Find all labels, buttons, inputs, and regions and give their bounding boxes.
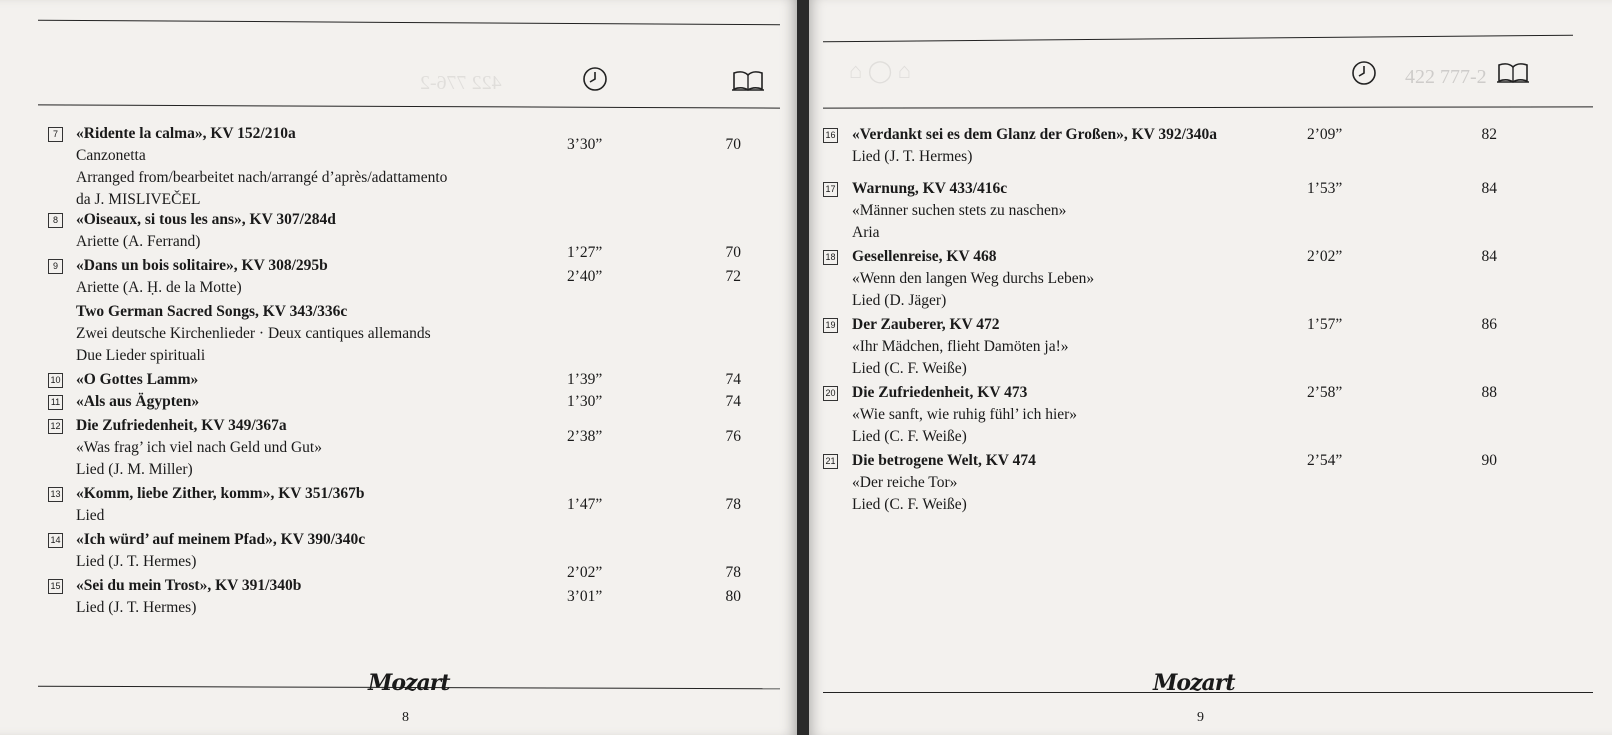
track-title: «Oiseaux, si tous les ans», KV 307/284d — [76, 211, 336, 228]
book-icon — [1497, 62, 1529, 84]
catalog-number: 422 777-2 — [1405, 66, 1487, 88]
track-description — [852, 124, 1217, 168]
track-page: 72 — [725, 268, 741, 285]
top-rule — [823, 35, 1573, 43]
track-subtitle: Lied (D. Jäger) — [852, 292, 947, 309]
track-title: Die betrogene Welt, KV 474 — [852, 452, 1036, 469]
track-number: 10 — [48, 373, 63, 388]
clock-icon — [1351, 60, 1377, 86]
track-duration: 1’57” — [1307, 316, 1343, 333]
top-rule — [38, 20, 780, 26]
right-page — [809, 0, 1612, 735]
track-duration: 3’01” — [567, 588, 603, 605]
left-page — [0, 0, 797, 735]
track-title: Die Zufriedenheit, KV 473 — [852, 384, 1028, 401]
track-description — [76, 123, 447, 211]
track-subtitle: «Ihr Mädchen, flieht Damöten ja!» — [852, 338, 1069, 355]
track-description — [76, 483, 364, 527]
track-subtitle: «Männer suchen stets zu naschen» — [852, 202, 1067, 219]
track-number: 15 — [48, 579, 63, 594]
track-duration: 2’38” — [567, 428, 603, 445]
track-title: «Dans un bois solitaire», KV 308/295b — [76, 257, 328, 274]
track-subtitle: Lied (J. M. Miller) — [76, 461, 193, 478]
page-number: 8 — [402, 710, 409, 725]
track-number: 19 — [823, 318, 838, 333]
track-subtitle: Arranged from/bearbeitet nach/arrangé d’après/adattamento — [76, 169, 448, 186]
track-description — [76, 255, 328, 299]
track-page: 78 — [725, 564, 741, 581]
track-description — [852, 178, 1066, 244]
track-description — [852, 246, 1094, 312]
track-number: 20 — [823, 386, 838, 401]
track-page: 74 — [725, 393, 741, 410]
track-description — [76, 209, 336, 253]
track-subtitle: Ariette (A. Ferrand) — [76, 233, 201, 250]
track-description — [852, 314, 1069, 380]
track-description — [852, 382, 1077, 448]
track-title: «O Gottes Lamm» — [76, 371, 199, 388]
track-number: 13 — [48, 487, 63, 502]
track-duration: 2’09” — [1307, 126, 1343, 143]
track-subtitle: «Was frag’ ich viel nach Geld und Gut» — [76, 439, 322, 456]
track-page: 82 — [1481, 126, 1497, 143]
track-subtitle: Canzonetta — [76, 147, 146, 164]
track-subtitle: Lied (J. T. Hermes) — [76, 553, 197, 570]
track-subtitle: Aria — [852, 224, 880, 241]
track-subtitle: Due Lieder spirituali — [76, 347, 206, 364]
track-subtitle: Lied (J. T. Hermes) — [76, 599, 197, 616]
header-rule — [38, 104, 780, 108]
track-title: «Verdankt sei es dem Glanz der Großen», KV 392/340a — [852, 126, 1217, 143]
track-subtitle: Lied — [76, 507, 105, 524]
track-number: 14 — [48, 533, 63, 548]
track-page: 70 — [725, 136, 741, 153]
track-description — [76, 391, 199, 413]
track-title: «Ich würd’ auf meinem Pfad», KV 390/340c — [76, 531, 366, 548]
book-icon — [732, 70, 764, 92]
track-duration: 1’30” — [567, 393, 603, 410]
track-page: 70 — [725, 244, 741, 261]
track-page: 84 — [1481, 180, 1497, 197]
track-page: 84 — [1481, 248, 1497, 265]
track-duration: 1’53” — [1307, 180, 1343, 197]
track-number: 7 — [48, 127, 63, 142]
track-title: «Komm, liebe Zither, komm», KV 351/367b — [76, 485, 365, 502]
mozart-signature: Mozart — [368, 670, 450, 696]
show-through-text: ⌂ ◯ ⌂ — [849, 58, 912, 83]
header-rule — [823, 106, 1593, 108]
mozart-signature: Mozart — [1153, 670, 1235, 696]
track-number: 16 — [823, 128, 838, 143]
track-duration: 1’27” — [567, 244, 603, 261]
track-number: 12 — [48, 419, 63, 434]
track-duration: 2’54” — [1307, 452, 1343, 469]
track-number: 11 — [48, 395, 63, 410]
track-subtitle: «Der reiche Tor» — [852, 474, 958, 491]
track-subtitle: da J. MISLIVEČEL — [76, 191, 201, 208]
track-description — [852, 450, 1036, 516]
track-description — [76, 529, 365, 573]
track-subtitle: Lied (J. T. Hermes) — [852, 148, 973, 165]
track-title: Gesellenreise, KV 468 — [852, 248, 997, 265]
track-duration: 2’02” — [1307, 248, 1343, 265]
track-title: Der Zauberer, KV 472 — [852, 316, 1000, 333]
track-title: Warnung, KV 433/416c — [852, 180, 1008, 197]
track-title: Die Zufriedenheit, KV 349/367a — [76, 417, 287, 434]
track-title: «Als aus Ägypten» — [76, 393, 200, 410]
book-spine — [797, 0, 809, 735]
track-page: 74 — [725, 371, 741, 388]
track-subtitle: Ariette (A. Ḥ. de la Motte) — [76, 279, 242, 296]
track-page: 76 — [725, 428, 741, 445]
track-subtitle: Zwei deutsche Kirchenlieder · Deux cantiques allemands — [76, 325, 431, 342]
track-page: 88 — [1481, 384, 1497, 401]
track-page: 80 — [725, 588, 741, 605]
show-through-text: 422 776-2 — [420, 72, 502, 94]
track-description — [76, 575, 301, 619]
track-page: 78 — [725, 496, 741, 513]
track-subtitle: Lied (C. F. Weiße) — [852, 428, 967, 445]
track-number: 8 — [48, 213, 63, 228]
track-subtitle: Lied (C. F. Weiße) — [852, 496, 967, 513]
track-number: 17 — [823, 182, 838, 197]
track-number: 21 — [823, 454, 838, 469]
track-duration: 3’30” — [567, 136, 603, 153]
track-description — [76, 369, 198, 391]
track-subtitle: «Wenn den langen Weg durchs Leben» — [852, 270, 1095, 287]
clock-icon — [582, 66, 608, 92]
track-duration: 1’39” — [567, 371, 603, 388]
track-subtitle: Lied (C. F. Weiße) — [852, 360, 967, 377]
track-page: 90 — [1481, 452, 1497, 469]
page-number: 9 — [1197, 710, 1204, 725]
track-page: 86 — [1481, 316, 1497, 333]
track-description — [76, 415, 322, 481]
track-title: «Ridente la calma», KV 152/210a — [76, 125, 296, 142]
track-description — [76, 301, 431, 367]
track-duration: 2’58” — [1307, 384, 1343, 401]
track-duration: 1’47” — [567, 496, 603, 513]
track-duration: 2’40” — [567, 268, 603, 285]
track-duration: 2’02” — [567, 564, 603, 581]
track-title: Two German Sacred Songs, KV 343/336c — [76, 303, 348, 320]
track-number: 9 — [48, 259, 63, 274]
track-subtitle: «Wie sanft, wie ruhig fühl’ ich hier» — [852, 406, 1078, 423]
track-title: «Sei du mein Trost», KV 391/340b — [76, 577, 302, 594]
track-number: 18 — [823, 250, 838, 265]
